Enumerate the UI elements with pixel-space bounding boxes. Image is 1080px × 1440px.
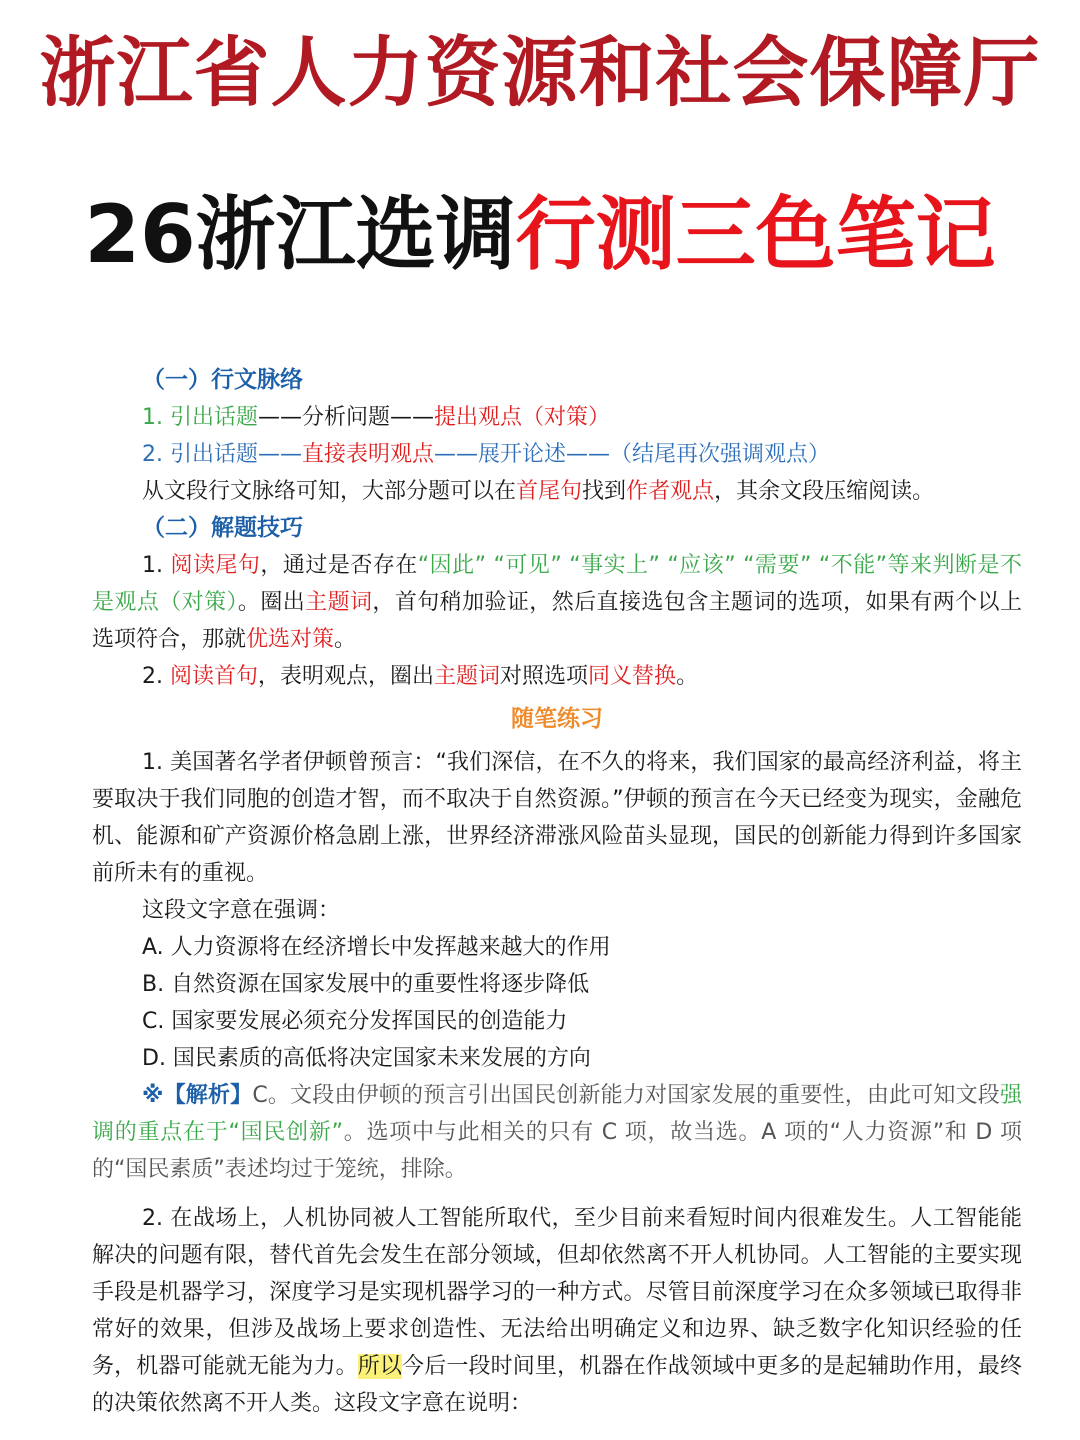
- question-2-stem: [92, 1200, 1022, 1422]
- summary-d: 作者观点: [626, 479, 715, 504]
- q2-a: 2. 在战场上，人机协同被人工智能所取代，至少目前来看短时间内很难发生。人工智能能解决的问题有限，替代首先会发生在部分领域，但却依然离不开人机协同。人工智能的主要实现手段是机器学习，深度学习是实现机器学习的一种方式。尽管目前深度学习在众多领域已取得非常好的效果，但涉及战场上要求创造性、无法给出明确定义和边界、缺乏数字化知识经验的任务，机器可能就无能为力。: [92, 1206, 1022, 1379]
- flow1-b: ——分析问题——: [257, 405, 434, 430]
- analysis-c: 。选项中与此相关的只有 C 项，故当选。A 项的“人力资源”和 D 项的“国民素质”表述均过于笼统，排除。: [92, 1120, 1023, 1182]
- tech1-d: “因此” “可见” “事实上” “应该” “需要” “不能”等来判断是不是观点（对策）: [92, 553, 1022, 615]
- q2-b: 今后一段时间里，机器在作战领域中更多的是起辅助作用，最终的决策依然离不开人类。这段文字意在说明：: [92, 1354, 1022, 1416]
- flow2-c: ——: [434, 442, 478, 467]
- page-title: [0, 180, 1080, 290]
- notes-content: [92, 362, 1022, 1422]
- flow1-c: 提出观点（对策）: [434, 405, 611, 430]
- tech1-e: 。圈出: [237, 590, 306, 615]
- technique-1: [92, 547, 1022, 658]
- tech2-a: 2.: [142, 664, 170, 689]
- flow-line-1: [92, 399, 1022, 436]
- analysis-tag: ※【解析】: [142, 1083, 253, 1108]
- tech1-f: 主题词: [305, 590, 373, 615]
- section1-heading: （一）行文脉络: [142, 367, 303, 393]
- technique-2: [92, 658, 1022, 695]
- option-a: A. 人力资源将在经济增长中发挥越来越大的作用: [142, 935, 611, 960]
- tech1-a: 1.: [142, 553, 171, 578]
- question-1-stem: 1. 美国著名学者伊顿曾预言：“我们深信，在不久的将来，我们国家的最高经济利益，将主要取决于我们同胞的创造才智，而不取决于自然资源。”伊顿的预言在今天已经变为现实，金融危机、能源和矿产资源价格急剧上涨，世界经济滞涨风险苗头显现，国民的创新能力得到许多国家前所未有的重视。: [92, 750, 1022, 886]
- flow-summary: [92, 473, 1022, 510]
- tech1-c: ，通过是否存在: [260, 553, 418, 578]
- flow-line-2: [92, 436, 1022, 473]
- practice-heading: 随笔练习: [511, 706, 603, 732]
- tech1-g: ，首句稍加验证，然后直接选包含主题词的选项，如果有两个以上选项符合，那就: [92, 590, 1022, 652]
- q2-highlight: 所以: [357, 1354, 403, 1379]
- question-1-analysis: [92, 1077, 1022, 1188]
- question-1-ask: 这段文字意在强调：: [142, 898, 341, 923]
- analysis-b: 强调的重点在于“国民创新”: [92, 1083, 1023, 1145]
- tech2-f: 同义替换: [588, 664, 677, 689]
- flow2-b: 直接表明观点: [301, 442, 434, 467]
- tech2-g: 。: [676, 664, 699, 689]
- agency-banner: 浙江省人力资源和社会保障厅: [39, 28, 1041, 117]
- summary-c: 找到: [582, 479, 627, 504]
- title-black-part: 26浙江选调: [84, 188, 516, 281]
- flow1-a: 1. 引出话题: [142, 405, 258, 430]
- section2-heading: （二）解题技巧: [142, 515, 303, 541]
- tech2-e: 对照选项: [500, 664, 589, 689]
- option-c: C. 国家要发展必须充分发挥国民的创造能力: [142, 1009, 568, 1034]
- option-b: B. 自然资源在国家发展中的重要性将逐步降低: [142, 972, 590, 997]
- analysis-a: C。文段由伊顿的预言引出国民创新能力对国家发展的重要性，由此可知文段: [252, 1083, 1000, 1108]
- title-red-part: 行测三色笔记: [515, 188, 996, 281]
- tech1-h: 优选对策: [246, 627, 335, 652]
- summary-b: 首尾句: [516, 479, 583, 504]
- flow2-a: 2. 引出话题——: [142, 442, 302, 467]
- summary-e: ，其余文段压缩阅读。: [714, 479, 935, 504]
- tech2-c: ，表明观点，圈出: [258, 664, 435, 689]
- tech2-d: 主题词: [434, 664, 501, 689]
- tech1-b: 阅读尾句: [170, 553, 261, 578]
- option-d: D. 国民素质的高低将决定国家未来发展的方向: [142, 1046, 591, 1071]
- tech1-i: 。: [334, 627, 357, 652]
- tech2-b: 阅读首句: [169, 664, 258, 689]
- summary-a: 从文段行文脉络可知，大部分题可以在: [142, 479, 517, 504]
- flow2-d: 展开论述——（结尾再次强调观点）: [478, 442, 831, 467]
